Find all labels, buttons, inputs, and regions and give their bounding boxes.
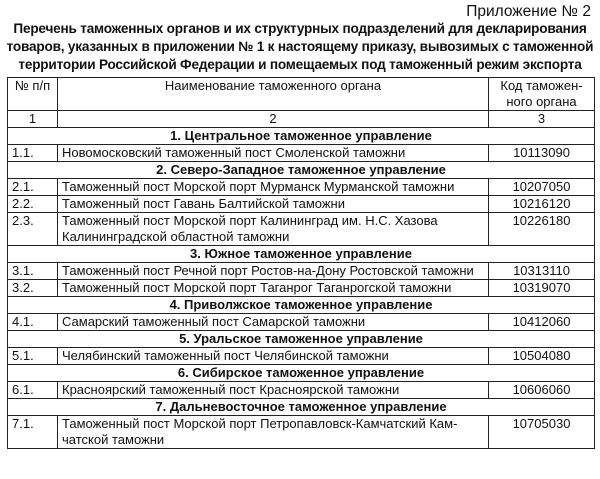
column-number-row xyxy=(8,111,595,128)
section-header-row xyxy=(8,365,595,382)
row-number: 2.3. xyxy=(8,213,58,246)
appendix-label: Приложение № 2 xyxy=(466,3,591,20)
row-number: 3.1. xyxy=(8,263,58,280)
row-number: 3.2. xyxy=(8,280,58,297)
customs-code: 10705030 xyxy=(489,416,595,449)
row-number: 7.1. xyxy=(8,416,58,449)
column-number: 1 xyxy=(8,111,58,128)
section-header-row xyxy=(8,162,595,179)
customs-office-name: Таможенный пост Гавань Балтийской таможни xyxy=(58,196,489,213)
customs-code: 10606060 xyxy=(489,382,595,399)
customs-office-name: Красноярский таможенный пост Красноярской таможни xyxy=(58,382,489,399)
table-row xyxy=(8,314,595,331)
table-row xyxy=(8,348,595,365)
customs-office-name: Челябинский таможенный пост Челябинской таможни xyxy=(58,348,489,365)
section-title: 6. Сибирское таможенное управление xyxy=(8,365,595,382)
heading-line: Перечень таможенных органов и их структурных подразделений для декларирования xyxy=(13,21,587,36)
customs-office-name: Новомосковский таможенный пост Смоленской таможни xyxy=(58,145,489,162)
table-row xyxy=(8,263,595,280)
row-number: 2.1. xyxy=(8,179,58,196)
section-header-row xyxy=(8,128,595,145)
heading-line: территории Российской Федерации и помещаемых под таможенный режим экспорта xyxy=(18,57,582,72)
row-number: 6.1. xyxy=(8,382,58,399)
table-row xyxy=(8,280,595,297)
section-header-row xyxy=(8,297,595,314)
column-number: 3 xyxy=(489,111,595,128)
column-number: 2 xyxy=(58,111,489,128)
customs-table xyxy=(7,77,595,449)
row-number: 5.1. xyxy=(8,348,58,365)
customs-code: 10216120 xyxy=(489,196,595,213)
section-title: 2. Северо-Западное таможенное управление xyxy=(8,162,595,179)
customs-code: 10504080 xyxy=(489,348,595,365)
table-row xyxy=(8,196,595,213)
customs-code: 10113090 xyxy=(489,145,595,162)
table-header-row xyxy=(8,78,595,111)
customs-code: 10226180 xyxy=(489,213,595,246)
customs-office-name: Таможенный пост Морской порт Петропавловск-Камчатский Кам-чатской таможни xyxy=(58,416,489,449)
column-header-number: № п/п xyxy=(8,78,58,111)
customs-code: 10319070 xyxy=(489,280,595,297)
section-header-row xyxy=(8,399,595,416)
customs-office-name: Самарский таможенный пост Самарской таможни xyxy=(58,314,489,331)
heading-line: товаров, указанных в приложении № 1 к настоящему приказу, вывозимых с таможенной xyxy=(6,39,594,54)
customs-office-name: Таможенный пост Речной порт Ростов-на-Дону Ростовской таможни xyxy=(58,263,489,280)
table-row xyxy=(8,416,595,449)
customs-office-name: Таможенный пост Морской порт Мурманск Мурманской таможни xyxy=(58,179,489,196)
table-row xyxy=(8,145,595,162)
row-number: 2.2. xyxy=(8,196,58,213)
section-title: 4. Приволжское таможенное управление xyxy=(8,297,595,314)
column-header-name: Наименование таможенного органа xyxy=(58,78,489,111)
table-row xyxy=(8,213,595,246)
table-row xyxy=(8,382,595,399)
section-title: 5. Уральское таможенное управление xyxy=(8,331,595,348)
section-title: 7. Дальневосточное таможенное управление xyxy=(8,399,595,416)
table-body xyxy=(8,128,595,449)
customs-code: 10207050 xyxy=(489,179,595,196)
section-title: 3. Южное таможенное управление xyxy=(8,246,595,263)
table-row xyxy=(8,179,595,196)
section-title: 1. Центральное таможенное управление xyxy=(8,128,595,145)
customs-code: 10313110 xyxy=(489,263,595,280)
section-header-row xyxy=(8,246,595,263)
section-header-row xyxy=(8,331,595,348)
row-number: 4.1. xyxy=(8,314,58,331)
customs-code: 10412060 xyxy=(489,314,595,331)
row-number: 1.1. xyxy=(8,145,58,162)
customs-office-name: Таможенный пост Морской порт Таганрог Таганрогской таможни xyxy=(58,280,489,297)
document-heading xyxy=(0,20,600,74)
customs-office-name: Таможенный пост Морской порт Калининград им. Н.С. Хазова Калининградской областной таможни xyxy=(58,213,489,246)
column-header-code: Код таможен-ного органа xyxy=(489,78,595,111)
